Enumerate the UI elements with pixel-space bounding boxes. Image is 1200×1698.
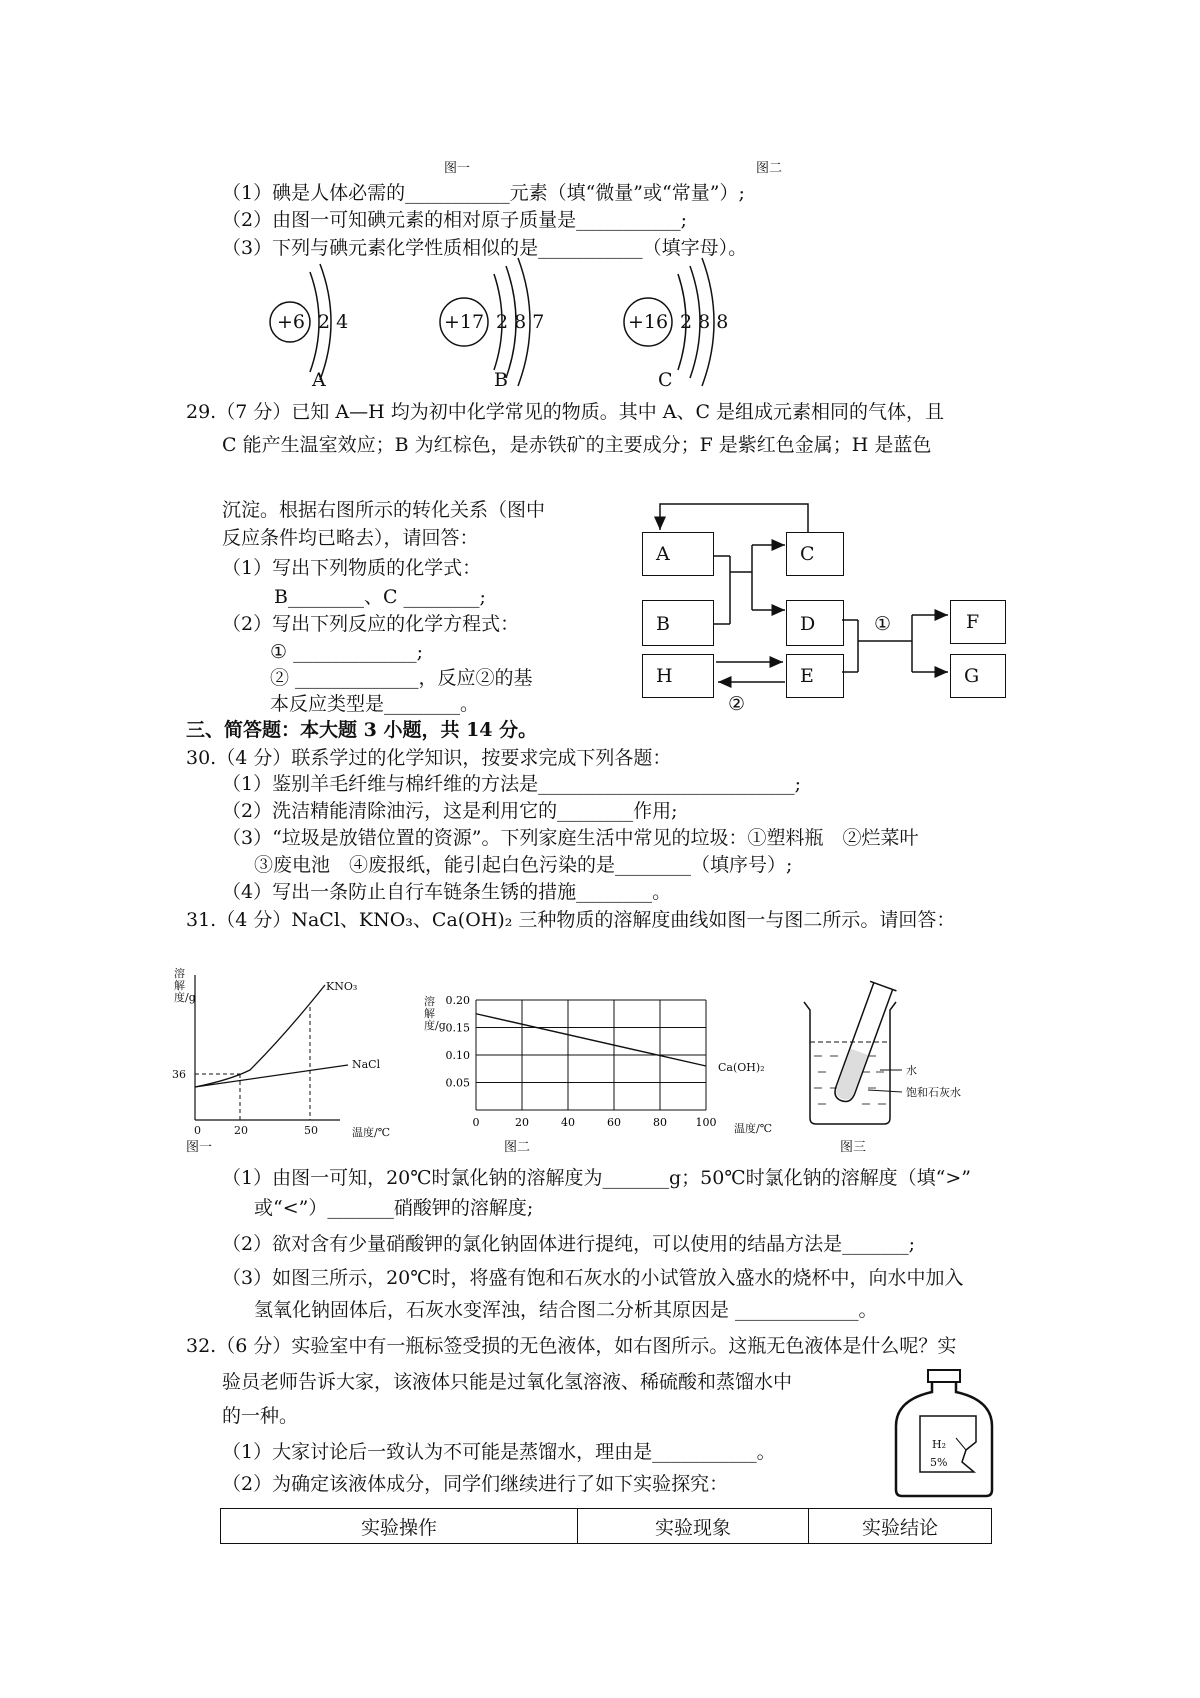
- q32-line1: 32.（6 分）实验室中有一瓶标签受损的无色液体，如右图所示。这瓶无色液体是什么呢？实: [186, 1335, 957, 1357]
- q28-part2: （2）由图一可知碘元素的相对原子质量是___________;: [222, 209, 687, 231]
- bottle-label-percent: 5%: [930, 1456, 948, 1469]
- fig2-series-label: Ca(OH)₂: [718, 1061, 765, 1074]
- figure-1-caption: 图一: [444, 161, 471, 176]
- atom-b-shells: 2 8 7: [496, 311, 545, 333]
- q30-line6: （4）写出一条防止自行车链条生锈的措施________。: [222, 881, 672, 903]
- q32-line5: （2）为确定该液体成分，同学们继续进行了如下实验探究：: [222, 1473, 729, 1495]
- node-h: [642, 654, 714, 698]
- table-header-phenomenon: 实验现象: [578, 1509, 809, 1544]
- q29-line5: （1）写出下列物质的化学式：: [222, 557, 482, 579]
- atom-a-shells: 2 4: [318, 311, 349, 333]
- node-g-label: G: [964, 665, 980, 687]
- x-tick-label: 0: [472, 1116, 480, 1129]
- x-tick-label: 80: [653, 1116, 667, 1129]
- atom-c-shells: 2 8 8: [680, 311, 729, 333]
- atom-a-nucleus: +6: [276, 311, 305, 333]
- q29-line3: 沉淀。根据右图所示的转化关系（图中: [222, 499, 546, 521]
- beaker-lime-label: 饱和石灰水: [906, 1086, 961, 1099]
- reaction-mark-2: ②: [728, 693, 746, 715]
- q32-line3: 的一种。: [222, 1405, 299, 1427]
- fig1-curves: [190, 975, 390, 1125]
- reaction-mark-1: ①: [874, 613, 892, 635]
- node-a: [642, 532, 714, 576]
- atom-a-label: A: [312, 369, 326, 391]
- y-tick-label: 0.20: [445, 994, 470, 1007]
- q29-line2: C 能产生温室效应；B 为红棕色，是赤铁矿的主要成分；F 是紫红色金属；H 是蓝色: [222, 434, 932, 456]
- node-b-label: B: [656, 613, 670, 635]
- fig1-nacl-label: NaCl: [352, 1058, 381, 1071]
- q32-line4: （1）大家讨论后一致认为不可能是蒸馏水，理由是___________。: [222, 1441, 776, 1463]
- q31-part1a: （1）由图一可知，20℃时氯化钠的溶解度为_______g；50℃时氯化钠的溶解度（填“>”: [222, 1167, 971, 1189]
- q30-line3: （2）洗洁精能清除油污，这是利用它的________作用;: [222, 800, 678, 822]
- fig1-xtick-20: 20: [234, 1124, 248, 1137]
- bottle-label-h2: H₂: [932, 1438, 947, 1451]
- fig1-xtick-0: 0: [194, 1124, 201, 1137]
- experiment-table: [220, 1508, 992, 1544]
- fig3-caption: 图三: [840, 1140, 867, 1155]
- fig1-ylabel: 溶解度/g: [174, 967, 196, 1004]
- fig1-ytick-36: 36: [172, 1068, 186, 1081]
- q30-line5: ③废电池 ④废报纸，能引起白色污染的是________（填序号）;: [254, 854, 793, 876]
- node-c-label: C: [800, 543, 815, 565]
- y-tick-label: 0.10: [445, 1049, 470, 1062]
- x-tick-label: 100: [695, 1116, 717, 1129]
- q31-line1: 31.（4 分）NaCl、KNO₃、Ca(OH)₂ 三种物质的溶解度曲线如图一与图二所示。请回答：: [186, 909, 956, 931]
- q29-line9: ② _____________，反应②的基: [270, 667, 533, 689]
- x-tick-label: 40: [561, 1116, 575, 1129]
- node-e: [786, 654, 844, 698]
- q29-line10: 本反应类型是________。: [270, 693, 480, 715]
- fig2-xlabel: 温度/℃: [734, 1122, 773, 1135]
- atom-b-nucleus: +17: [443, 311, 485, 333]
- table-header-conclusion: 实验结论: [809, 1509, 992, 1544]
- q30-line1: 30.（4 分）联系学过的化学知识，按要求完成下列各题：: [186, 747, 672, 769]
- q32-line2: 验员老师告诉大家，该液体只能是过氧化氢溶液、稀硫酸和蒸馏水中: [222, 1371, 793, 1393]
- atom-b-label: B: [494, 369, 508, 391]
- node-a-label: A: [656, 543, 670, 565]
- table-header-operation: 实验操作: [221, 1509, 578, 1544]
- node-b: [642, 600, 714, 646]
- caoh2-chart: [445, 990, 736, 1129]
- atom-c-nucleus: +16: [627, 311, 669, 333]
- beaker-illustration: [800, 980, 910, 1130]
- fig2-caption: 图二: [504, 1140, 531, 1155]
- q29-line7: （2）写出下列反应的化学方程式：: [222, 613, 520, 635]
- q31-part3a: （3）如图三所示，20℃时，将盛有饱和石灰水的小试管放入盛水的烧杯中，向水中加入: [222, 1267, 964, 1289]
- fig1-kno3-label: KNO₃: [326, 980, 358, 993]
- node-d-label: D: [800, 613, 816, 635]
- node-c: [786, 532, 844, 576]
- q31-part1b: 或“<”）_______硝酸钾的溶解度;: [254, 1197, 534, 1219]
- q29-line4: 反应条件均已略去），请回答：: [222, 527, 479, 549]
- q29-line1: 29.（7 分）已知 A—H 均为初中化学常见的物质。其中 A、C 是组成元素相同的气体，且: [186, 401, 945, 423]
- section-3-heading: 三、简答题：本大题 3 小题，共 14 分。: [186, 719, 538, 741]
- q31-part2: （2）欲对含有少量硝酸钾的氯化钠固体进行提纯，可以使用的结晶方法是_______;: [222, 1233, 915, 1255]
- bottle-illustration: [890, 1370, 1000, 1500]
- atom-c-label: C: [658, 369, 673, 391]
- fig1-xlabel: 温度/℃: [352, 1126, 391, 1139]
- q28-part3: （3）下列与碘元素化学性质相似的是___________（填字母）。: [222, 237, 748, 259]
- table-header-row: [221, 1509, 992, 1544]
- series-line-caoh2: [476, 1014, 706, 1066]
- y-tick-label: 0.15: [445, 1021, 470, 1035]
- beaker-water-label: 水: [906, 1064, 917, 1077]
- x-tick-label: 60: [607, 1116, 621, 1129]
- q31-part3b: 氢氧化钠固体后，石灰水变浑浊，结合图二分析其原因是 _____________。: [254, 1299, 878, 1321]
- q28-part1: （1）碘是人体必需的___________元素（填“微量”或“常量”）;: [222, 182, 745, 204]
- q30-line2: （1）鉴别羊毛纤维与棉纤维的方法是___________________________;: [222, 773, 801, 795]
- q30-line4: （3）“垃圾是放错位置的资源”。下列家庭生活中常见的垃圾：①塑料瓶 ②烂菜叶: [222, 827, 919, 849]
- y-tick-label: 0.05: [445, 1076, 470, 1090]
- fig2-ylabel: 溶解度/g: [424, 995, 446, 1032]
- q29-line6: B________、C ________;: [274, 586, 486, 608]
- node-h-label: H: [656, 665, 673, 687]
- q29-line8: ① _____________;: [270, 641, 423, 663]
- x-tick-label: 20: [515, 1116, 529, 1129]
- node-e-label: E: [800, 665, 814, 687]
- fig1-xtick-50: 50: [304, 1124, 318, 1137]
- node-f-label: F: [966, 611, 980, 633]
- fig1-caption: 图一: [186, 1140, 213, 1155]
- figure-2-caption: 图二: [756, 161, 783, 176]
